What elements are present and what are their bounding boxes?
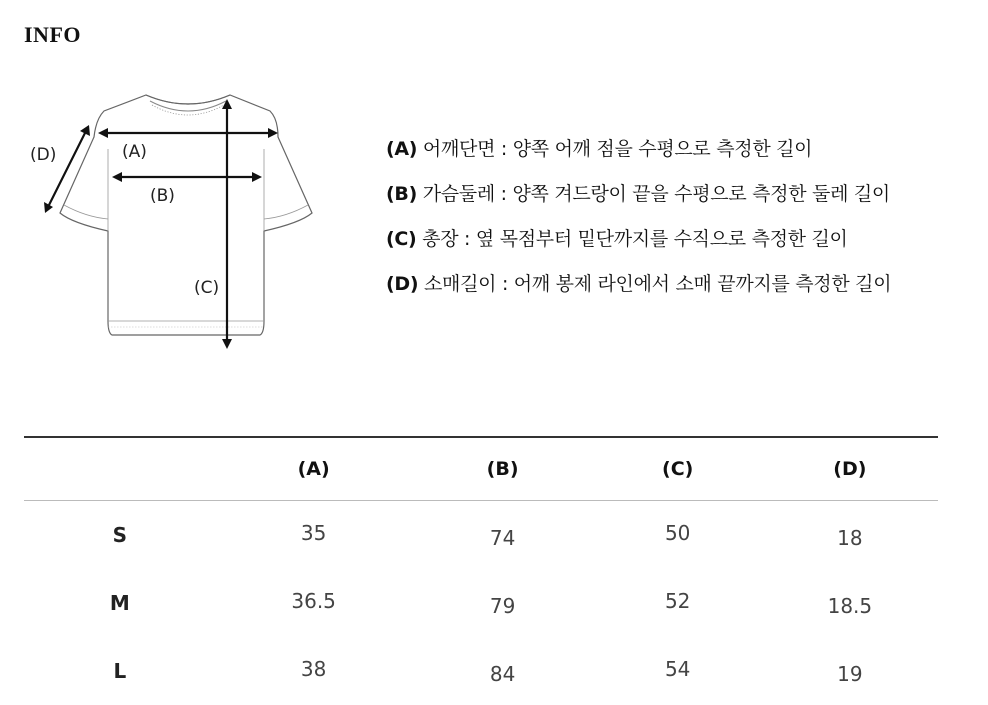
cell-c: 54 xyxy=(664,656,691,681)
tshirt-measurement-diagram xyxy=(20,85,340,365)
size-label: M xyxy=(109,591,130,615)
cell-d: 18.5 xyxy=(827,593,873,618)
label-a: (A) xyxy=(122,142,147,162)
header-b: (B) xyxy=(412,437,594,501)
label-c: (C) xyxy=(194,278,220,298)
size-label: S xyxy=(112,523,128,547)
header-size xyxy=(24,437,216,501)
definition-c: (C) 총장 : 옆 목점부터 밑단까지를 수직으로 측정한 길이 xyxy=(386,228,848,250)
table-row xyxy=(24,501,938,570)
cell-c: 52 xyxy=(664,588,691,613)
cell-c: 50 xyxy=(664,520,691,545)
cell-b: 84 xyxy=(489,661,516,686)
table-row xyxy=(24,637,938,705)
definition-d: (D) 소매길이 : 어깨 봉제 라인에서 소매 끝까지를 측정한 길이 xyxy=(386,273,892,295)
size-label: L xyxy=(113,659,127,683)
size-table xyxy=(24,436,938,705)
cell-a: 35 xyxy=(300,520,327,545)
tshirt-outline xyxy=(60,95,312,335)
table-row xyxy=(24,569,938,637)
cell-d: 19 xyxy=(837,661,863,686)
definition-a: (A) 어깨단면 : 양쪽 어깨 점을 수평으로 측정한 길이 xyxy=(386,138,813,160)
label-b: (B) xyxy=(150,186,175,206)
definition-b: (B) 가슴둘레 : 양쪽 겨드랑이 끝을 수평으로 측정한 둘레 길이 xyxy=(386,183,890,205)
header-a: (A) xyxy=(216,437,412,501)
table-header-row xyxy=(24,437,938,501)
measurement-definitions xyxy=(386,138,891,318)
cell-b: 79 xyxy=(489,593,516,618)
header-c: (C) xyxy=(594,437,762,501)
cell-b: 74 xyxy=(489,525,516,550)
header-d: (D) xyxy=(762,437,938,501)
cell-a: 38 xyxy=(300,656,327,681)
page-title: INFO xyxy=(24,22,81,47)
cell-a: 36.5 xyxy=(291,588,336,613)
cell-d: 18 xyxy=(837,525,863,550)
label-d: (D) xyxy=(30,145,57,165)
